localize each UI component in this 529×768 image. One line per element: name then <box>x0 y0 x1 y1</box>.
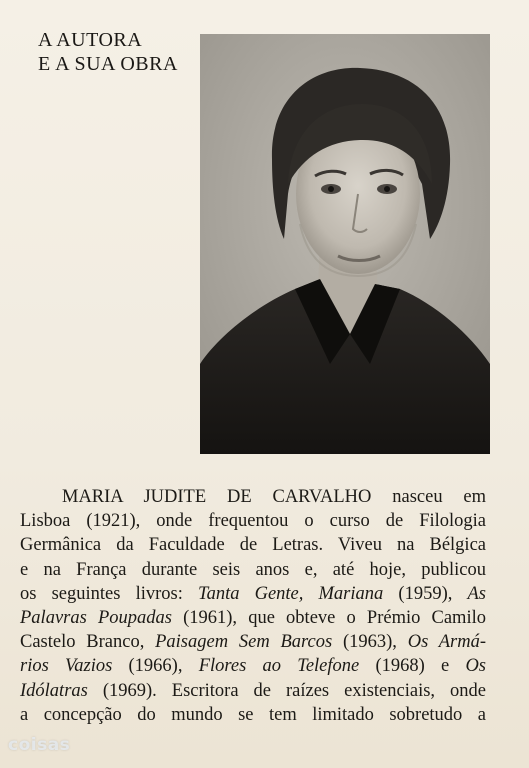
book-title-as-palavras: As <box>467 583 486 604</box>
text-run: (1963), <box>332 632 408 653</box>
text-line-4: e na França durante seis anos e, até hoje, publicou <box>20 559 486 580</box>
book-title-rios-vazios: rios Vazios <box>20 656 113 677</box>
book-title-flores: Flores ao Telefone <box>198 656 360 677</box>
text-line-5 <box>20 582 486 606</box>
biography-paragraph <box>20 485 486 727</box>
section-heading <box>38 28 178 76</box>
portrait-illustration <box>200 34 490 454</box>
heading-line-2: E A SUA OBRA <box>38 53 178 75</box>
text-run: (1966), <box>112 656 199 677</box>
text-line-9 <box>20 679 486 703</box>
text-line-8 <box>20 654 486 678</box>
text-run: (1961), que obteve o Prémio Camilo <box>171 607 486 628</box>
text-run: Castelo Branco, <box>20 632 156 653</box>
text-line-3: Germânica da Faculdade de Letras. Viveu na Bélgica <box>20 535 486 556</box>
text-run: (1968) e <box>359 656 466 677</box>
book-title-tanta-gente: Tanta Gente, Mariana <box>197 583 384 604</box>
text-run: os seguintes livros: <box>20 583 198 604</box>
text-line-7 <box>20 630 486 654</box>
text-line-2: Lisboa (1921), onde frequentou o curso de Filologia <box>20 511 486 532</box>
text-line-6 <box>20 606 486 630</box>
text-run: (1969). Escritora de raízes existenciais, onde <box>87 680 486 701</box>
book-title-palavras-poupadas: Palavras Poupadas <box>20 607 172 628</box>
text-line-1: MARIA JUDITE DE CARVALHO nasceu em <box>62 487 486 507</box>
author-portrait <box>200 34 490 454</box>
heading-line-1: A AUTORA <box>38 29 143 51</box>
book-title-os-armarios: Os Armá- <box>407 632 486 653</box>
watermark-logo: coisas <box>8 735 71 755</box>
book-title-idolatras: Idólatras <box>20 680 88 701</box>
text-run: (1959), <box>383 583 468 604</box>
book-title-os-idolatras: Os <box>465 656 486 677</box>
text-line-10: a concepção do mundo se tem limitado sobretudo a <box>20 704 486 725</box>
book-title-paisagem: Paisagem Sem Barcos <box>155 632 333 653</box>
